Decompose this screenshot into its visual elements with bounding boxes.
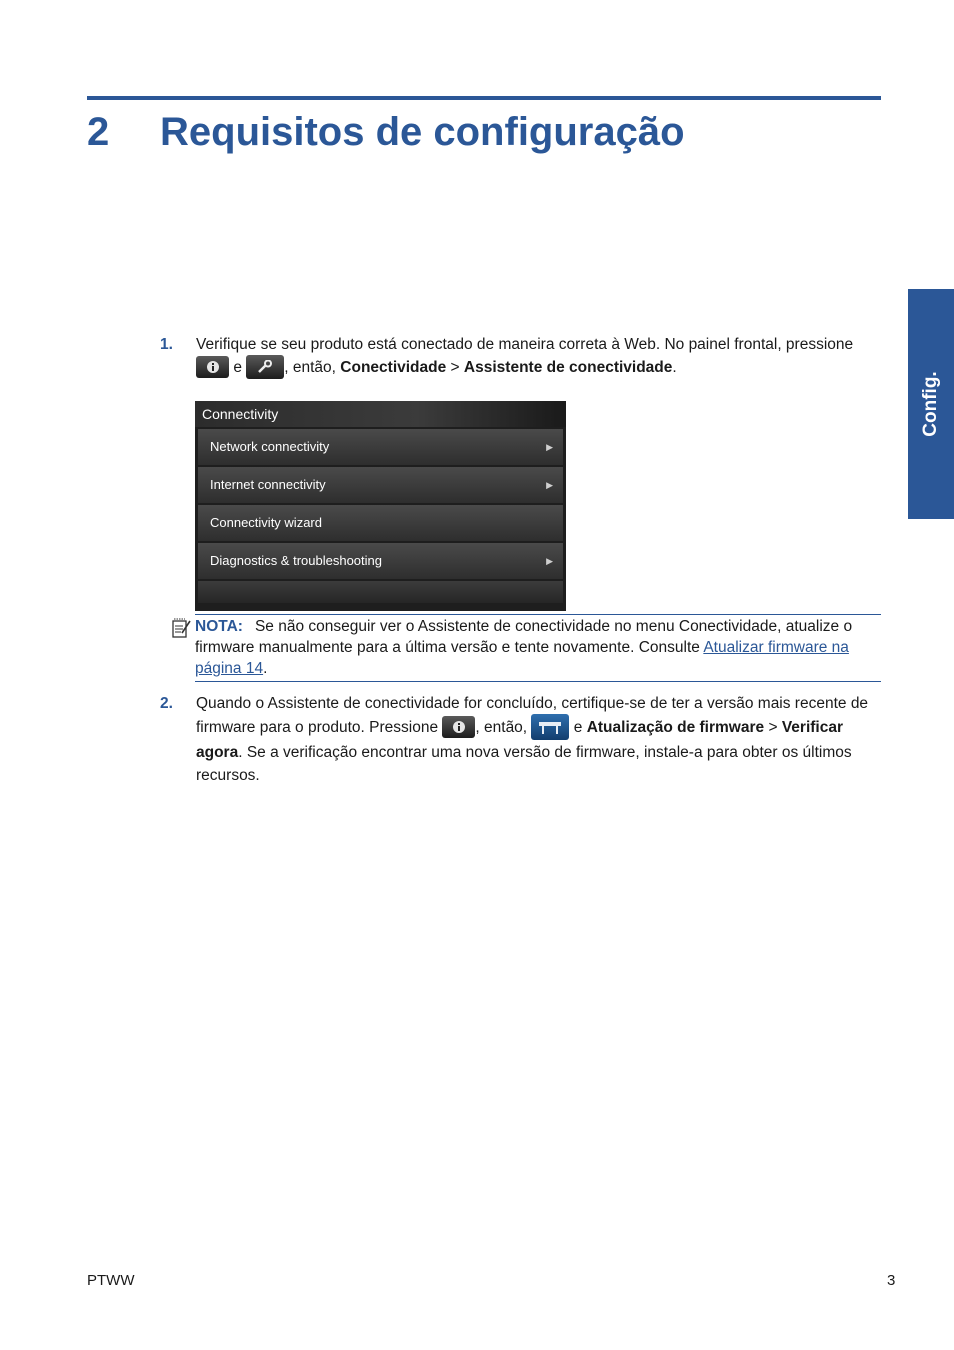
step-2-text: Quando o Assistente de conectividade for concluído, certifique-se de ter a versão mais recente de firmware para o produto. Pressione , então, e Atualização de firmware > Verificar agora. Se a verificação encontrar uma nova versão de firmware, instale-a para obter os últimos recursos.	[196, 695, 869, 784]
screen-footer	[198, 581, 563, 603]
step-2-bold-2: Verificar agora	[196, 719, 844, 761]
chapter-title: Requisitos de configuração	[160, 110, 685, 154]
step-2-number: 2.	[160, 695, 173, 712]
chapter-heading	[87, 110, 685, 155]
step-1	[160, 333, 882, 380]
screen-title: Connectivity	[195, 401, 566, 427]
arrow-right-icon: ▶	[546, 480, 553, 490]
step-1-bold-1: Conectividade	[340, 359, 447, 377]
step-2	[160, 692, 882, 787]
screen-item-network[interactable]: Network connectivity ▶	[198, 429, 563, 465]
side-tab	[908, 289, 954, 519]
step-1-text: Verifique se seu produto está conectado de maneira correta à Web. No painel frontal, pressione e , então, Conectividade > Assistente de conectividade.	[196, 333, 882, 380]
arrow-right-icon: ▶	[546, 556, 553, 566]
note-label: NOTA:	[195, 618, 243, 635]
wrench-icon	[246, 355, 284, 379]
screen-item-diagnostics[interactable]: Diagnostics & troubleshooting ▶	[198, 543, 563, 579]
note-box: NOTA: Se não conseguir ver o Assistente de conectividade no menu Conectividade, atualize o firmware manualmente para a última versão e tente novamente. Consulte Atualizar firmware na página 14.	[195, 614, 881, 682]
info-icon	[196, 356, 229, 378]
step-2-bold-1: Atualização de firmware	[586, 719, 765, 737]
step-1-number: 1.	[160, 336, 173, 353]
page-number: 3	[887, 1272, 896, 1289]
side-tab-label: Config.	[920, 371, 941, 437]
note-text: Se não conseguir ver o Assistente de conectividade no menu Conectividade, atualize o firmware manualmente para a última versão e tente novamente. Consulte	[195, 618, 853, 656]
screen-item-internet[interactable]: Internet connectivity ▶	[198, 467, 563, 503]
firmware-link[interactable]: Atualizar firmware na página 14	[195, 639, 849, 677]
chapter-number: 2	[87, 110, 110, 154]
top-rule	[87, 96, 881, 100]
footer-locale: PTWW	[87, 1272, 135, 1289]
info-icon	[442, 716, 475, 738]
screen-item-wizard[interactable]: Connectivity wizard	[198, 505, 563, 541]
note-icon	[170, 617, 192, 644]
connectivity-screen	[195, 401, 566, 611]
arrow-right-icon: ▶	[546, 442, 553, 452]
step-1-bold-2: Assistente de conectividade	[463, 359, 673, 377]
printer-icon	[531, 714, 569, 740]
